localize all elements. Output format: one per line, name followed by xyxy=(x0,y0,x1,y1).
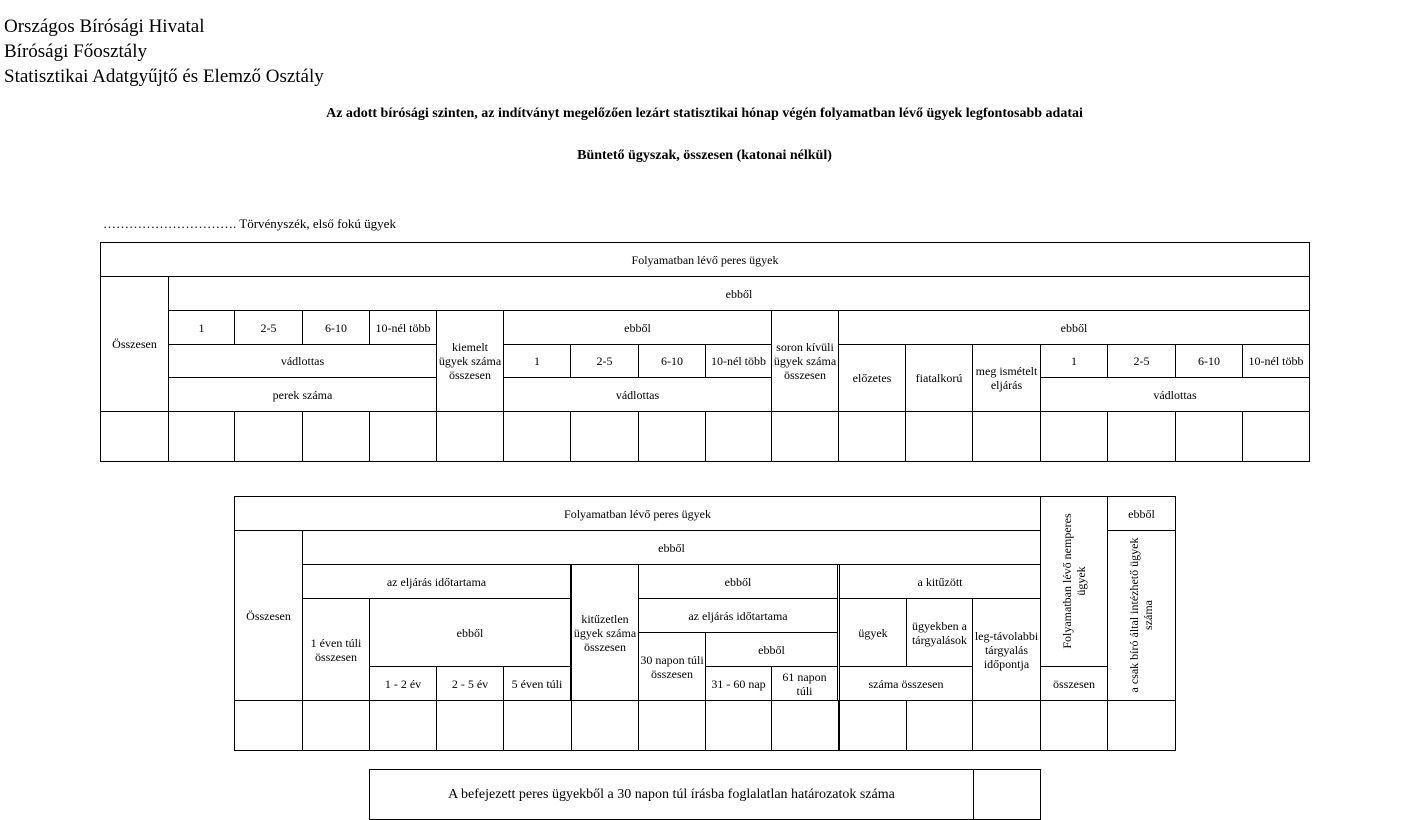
t2-data-cell xyxy=(638,700,706,751)
t2-kituzetlen: kitűzetlen ügyek száma összesen xyxy=(571,564,639,701)
t1-data-cell xyxy=(1242,411,1310,462)
document-subtitle: Büntető ügyszak, összesen (katonai nélkül) xyxy=(577,148,832,163)
t2-szama-osszesen: száma összesen xyxy=(839,666,973,701)
t1-data-cell xyxy=(168,411,235,462)
t1-ebbol-soron: ebből xyxy=(838,310,1310,345)
t1-osszesen: Összesen xyxy=(100,276,169,412)
t1-data-cell xyxy=(838,411,906,462)
t1-soron-kivuli: soron kívüli ügyek száma összesen xyxy=(771,310,839,412)
table-caption: …………………………. Törvényszék, első fokú ügyek xyxy=(103,216,396,231)
t1-s-col-6-10: 6-10 xyxy=(1175,344,1243,378)
t2-data-cell xyxy=(302,700,370,751)
t1-vadlottas-3: vádlottas xyxy=(1040,377,1310,412)
t1-data-cell xyxy=(369,411,437,462)
t1-kiemelt: kiemelt ügyek száma összesen xyxy=(436,310,504,412)
t2-ebbol-nemperes: ebből xyxy=(1107,496,1176,531)
t1-data-cell xyxy=(905,411,973,462)
t1-k-col-6-10: 6-10 xyxy=(638,344,706,378)
t2-data-cell xyxy=(972,700,1041,751)
t1-k-col-1: 1 xyxy=(503,344,571,378)
t2-1-2-ev: 1 - 2 év xyxy=(369,666,437,701)
t2-ugyekben-targyalasok: ügyekben a tárgyalások xyxy=(906,598,973,667)
t2-data-cell xyxy=(369,700,437,751)
t1-data-cell xyxy=(1175,411,1243,462)
t1-fiatalkoru: fiatalkorú xyxy=(905,344,973,412)
t2-ebbol-30: ebből xyxy=(705,632,838,667)
t2-data-cell xyxy=(906,700,973,751)
org-name: Országos Bírósági Hivatal xyxy=(4,16,205,37)
t1-k-col-10nel: 10-nél több xyxy=(705,344,772,378)
t1-data-cell xyxy=(1107,411,1176,462)
t2-data-cell xyxy=(503,700,572,751)
t2-main-header: Folyamatban lévő peres ügyek xyxy=(234,496,1041,531)
unwritten-decisions-label: A befejezett peres ügyekből a 30 napon túl írásba foglalatlan határozatok száma xyxy=(369,769,974,820)
t1-col-2-5: 2-5 xyxy=(234,310,303,345)
t2-data-cell xyxy=(1040,700,1108,751)
t1-col-10nel: 10-nél több xyxy=(369,310,437,345)
t1-data-cell xyxy=(503,411,571,462)
t1-s-col-1: 1 xyxy=(1040,344,1108,378)
t2-eljaras-idotartama: az eljárás időtartama xyxy=(302,564,571,599)
t2-data-cell xyxy=(771,700,839,751)
t1-perek-szama: perek száma xyxy=(168,377,437,412)
t2-data-cell xyxy=(234,700,303,751)
t2-data-cell xyxy=(436,700,504,751)
t1-data-cell xyxy=(771,411,839,462)
t2-a-kituzott: a kitűzött xyxy=(839,564,1041,599)
t2-data-cell xyxy=(571,700,639,751)
t2-data-cell xyxy=(1107,700,1176,751)
t1-data-cell xyxy=(638,411,706,462)
t2-data-cell xyxy=(705,700,772,751)
t1-ebbol: ebből xyxy=(168,276,1310,311)
t1-ebbol-kiemelt: ebből xyxy=(503,310,772,345)
t2-nemperes: Folyamatban lévő nemperes ügyek xyxy=(1060,513,1088,649)
t1-data-cell xyxy=(972,411,1041,462)
division-name: Statisztikai Adatgyűjtő és Elemző Osztály xyxy=(4,66,324,87)
t2-data-cell xyxy=(839,700,907,751)
department-name: Bírósági Főosztály xyxy=(4,41,148,62)
t1-vadlottas-1: vádlottas xyxy=(168,344,437,378)
unwritten-decisions-value xyxy=(973,769,1041,820)
t2-ebbol-eljaras: ebből xyxy=(369,598,571,667)
t1-data-cell xyxy=(705,411,772,462)
t1-elozetes: előzetes xyxy=(838,344,906,412)
t1-col-1: 1 xyxy=(168,310,235,345)
t2-ebbol-kituzetlen: ebből xyxy=(638,564,838,599)
t2-5-even-tuli: 5 éven túli xyxy=(503,666,571,701)
t2-ugyek: ügyek xyxy=(839,598,907,667)
t1-col-6-10: 6-10 xyxy=(302,310,370,345)
t1-data-cell xyxy=(436,411,504,462)
document-title: Az adott bírósági szinten, az indítványt megelőzően lezárt statisztikai hónap végén folyamatban lévő ügyek legfontosabb adatai xyxy=(326,106,1083,121)
t2-legtavolabbi: leg-távolabbi tárgyalás időpontja xyxy=(972,598,1041,701)
t1-vadlottas-2: vádlottas xyxy=(503,377,772,412)
t2-osszesen: Összesen xyxy=(234,530,303,701)
t2-ebbol: ebből xyxy=(302,530,1041,565)
t2-nemperes-osszesen: összesen xyxy=(1040,666,1108,701)
t2-csak-birosagi: a csak bíró által intézhető ügyek száma xyxy=(1127,537,1155,693)
t2-eljaras-idotartama-2: az eljárás időtartama xyxy=(638,598,838,633)
t1-main-header: Folyamatban lévő peres ügyek xyxy=(100,242,1310,277)
t1-s-col-2-5: 2-5 xyxy=(1107,344,1176,378)
t1-data-cell xyxy=(100,411,169,462)
t1-data-cell xyxy=(1040,411,1108,462)
t1-s-col-10nel: 10-nél több xyxy=(1242,344,1310,378)
t2-2-5-ev: 2 - 5 év xyxy=(436,666,504,701)
t1-k-col-2-5: 2-5 xyxy=(570,344,639,378)
t1-megismetelt: meg ismételt eljárás xyxy=(972,344,1041,412)
t2-61-napon-tuli: 61 napon túli xyxy=(771,666,838,701)
t2-31-60-nap: 31 - 60 nap xyxy=(705,666,772,701)
t1-data-cell xyxy=(570,411,639,462)
t2-30-napon-tuli: 30 napon túli összesen xyxy=(638,632,706,701)
t1-data-cell xyxy=(302,411,370,462)
t1-data-cell xyxy=(234,411,303,462)
t2-1-even-tuli: 1 éven túli összesen xyxy=(302,598,370,701)
